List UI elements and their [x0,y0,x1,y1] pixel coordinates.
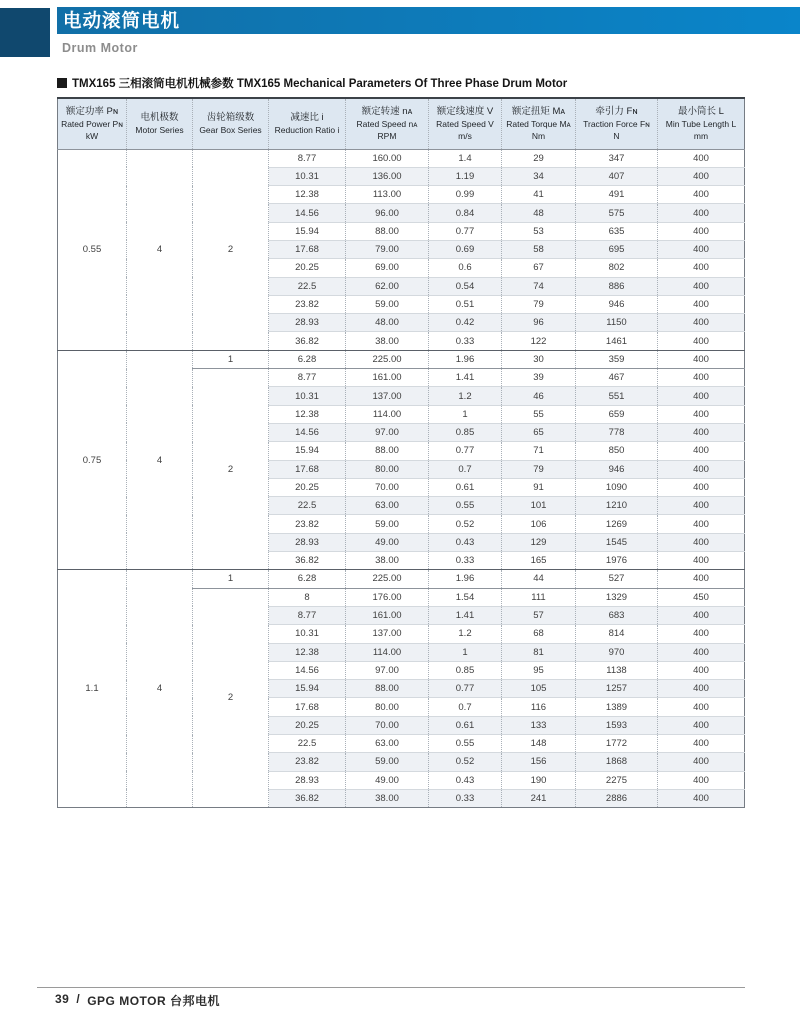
cell: 70.00 [346,478,429,496]
cell: 28.93 [269,314,346,332]
cell: 114.00 [346,643,429,661]
cell: 0.33 [429,552,502,570]
cell: 53 [502,222,576,240]
column-header-unit: Nm [531,130,546,141]
column-header-cn: 齿轮箱级数 [206,111,255,123]
cell: 225.00 [346,570,429,588]
cell: 1210 [576,497,658,515]
cell: 116 [502,698,576,716]
cell: 38.00 [346,789,429,807]
column-header-cn: 额定功率 Pɴ [65,105,119,117]
cell: 0.7 [429,698,502,716]
cell: 400 [658,552,745,570]
cell: 467 [576,369,658,387]
cell: 946 [576,295,658,313]
cell: 400 [658,753,745,771]
cell: 17.68 [269,460,346,478]
header-row [58,98,745,149]
cell: 15.94 [269,222,346,240]
table-row [58,149,745,167]
cell: 400 [658,661,745,679]
column-header-unit: m/s [458,130,472,141]
cell: 400 [658,789,745,807]
cell: 0.84 [429,204,502,222]
cell: 0.55 [429,735,502,753]
cell: 1.2 [429,387,502,405]
column-header-unit: kW [85,130,99,141]
cell: 96.00 [346,204,429,222]
cell: 400 [658,167,745,185]
cell: 8.77 [269,606,346,624]
cell: 59.00 [346,295,429,313]
cell: 659 [576,405,658,423]
cell: 71 [502,442,576,460]
cell: 4 [127,570,193,808]
cell: 8 [269,588,346,606]
cell: 1329 [576,588,658,606]
table-body [58,149,745,808]
cell: 29 [502,149,576,167]
cell: 1 [193,350,269,368]
cell: 1.54 [429,588,502,606]
cell: 400 [658,332,745,350]
cell: 39 [502,369,576,387]
cell: 79 [502,460,576,478]
cell: 1 [429,643,502,661]
cell: 44 [502,570,576,588]
cell: 0.75 [58,350,127,570]
cell: 57 [502,606,576,624]
cell: 778 [576,423,658,441]
cell: 20.25 [269,259,346,277]
column-header [429,98,502,149]
cell: 81 [502,643,576,661]
cell: 148 [502,735,576,753]
footer-divider [37,987,745,988]
cell: 1461 [576,332,658,350]
cell: 1 [193,570,269,588]
cell: 0.77 [429,680,502,698]
cell: 62.00 [346,277,429,295]
cell: 55 [502,405,576,423]
column-header-unit: N [613,130,620,141]
cell: 1150 [576,314,658,332]
cell: 22.5 [269,735,346,753]
cell: 79 [502,295,576,313]
cell: 400 [658,240,745,258]
cell: 2 [193,588,269,808]
cell: 20.25 [269,716,346,734]
cell: 0.52 [429,753,502,771]
cell: 407 [576,167,658,185]
cell: 0.6 [429,259,502,277]
cell: 15.94 [269,442,346,460]
cell: 0.61 [429,478,502,496]
cell: 0.85 [429,661,502,679]
cell: 12.38 [269,405,346,423]
cell: 1389 [576,698,658,716]
cell: 23.82 [269,753,346,771]
cell: 400 [658,387,745,405]
cell: 1269 [576,515,658,533]
cell: 400 [658,442,745,460]
header-banner [57,7,800,34]
cell: 683 [576,606,658,624]
cell: 46 [502,387,576,405]
cell: 0.33 [429,332,502,350]
cell: 101 [502,497,576,515]
cell: 1772 [576,735,658,753]
cell: 41 [502,186,576,204]
cell: 0.55 [429,497,502,515]
column-header-en: Traction Force Fɴ [583,118,650,129]
footer-separator: / [76,992,81,1006]
cell: 635 [576,222,658,240]
cell: 347 [576,149,658,167]
cell: 15.94 [269,680,346,698]
cell: 36.82 [269,789,346,807]
cell: 2886 [576,789,658,807]
cell: 0.77 [429,222,502,240]
cell: 400 [658,515,745,533]
cell: 400 [658,222,745,240]
cell: 400 [658,735,745,753]
cell: 8.77 [269,369,346,387]
cell: 1868 [576,753,658,771]
cell: 0.69 [429,240,502,258]
cell: 886 [576,277,658,295]
table-row [58,350,745,368]
cell: 14.56 [269,661,346,679]
cell: 802 [576,259,658,277]
cell: 38.00 [346,552,429,570]
cell: 6.28 [269,350,346,368]
cell: 241 [502,789,576,807]
cell: 80.00 [346,698,429,716]
cell: 1545 [576,533,658,551]
cell: 12.38 [269,186,346,204]
cell: 1257 [576,680,658,698]
cell: 0.42 [429,314,502,332]
cell: 400 [658,149,745,167]
square-bullet-icon [57,78,67,88]
cell: 114.00 [346,405,429,423]
cell: 63.00 [346,497,429,515]
cell: 20.25 [269,478,346,496]
cell: 491 [576,186,658,204]
cell: 400 [658,771,745,789]
cell: 1593 [576,716,658,734]
cell: 70.00 [346,716,429,734]
cell: 88.00 [346,680,429,698]
cell: 190 [502,771,576,789]
page-footer [55,992,220,1009]
cell: 22.5 [269,277,346,295]
cell: 106 [502,515,576,533]
cell: 400 [658,606,745,624]
cell: 695 [576,240,658,258]
cell: 97.00 [346,661,429,679]
parameters-table-container [57,97,744,808]
cell: 0.54 [429,277,502,295]
cell: 12.38 [269,643,346,661]
cell: 551 [576,387,658,405]
cell: 400 [658,295,745,313]
cell: 400 [658,405,745,423]
table-header [58,98,745,149]
cell: 156 [502,753,576,771]
cell: 48.00 [346,314,429,332]
cell: 1.1 [58,570,127,808]
cell: 400 [658,259,745,277]
cell: 161.00 [346,606,429,624]
cell: 49.00 [346,771,429,789]
cell: 1 [429,405,502,423]
cell: 23.82 [269,515,346,533]
cell: 575 [576,204,658,222]
cell: 10.31 [269,167,346,185]
cell: 165 [502,552,576,570]
column-header-en: Motor Series [135,124,184,135]
cell: 400 [658,680,745,698]
cell: 400 [658,643,745,661]
cell: 38.00 [346,332,429,350]
column-header [58,98,127,149]
column-header-unit: mm [693,130,709,141]
cell: 2 [193,369,269,570]
cell: 814 [576,625,658,643]
cell: 1138 [576,661,658,679]
cell: 69.00 [346,259,429,277]
cell: 48 [502,204,576,222]
cell: 65 [502,423,576,441]
column-header-en: Rated Power Pɴ [61,118,123,129]
page-title: 电动滚筒电机 [63,10,181,31]
cell: 133 [502,716,576,734]
cell: 176.00 [346,588,429,606]
cell: 67 [502,259,576,277]
cell: 17.68 [269,240,346,258]
cell: 1090 [576,478,658,496]
cell: 1.2 [429,625,502,643]
cell: 17.68 [269,698,346,716]
cell: 400 [658,277,745,295]
page-number: 39 [55,992,70,1006]
cell: 400 [658,497,745,515]
page-subtitle: Drum Motor [62,41,138,55]
header-accent-block [0,8,50,57]
cell: 113.00 [346,186,429,204]
column-header-cn: 额定线速度 V [436,105,494,117]
cell: 0.43 [429,771,502,789]
cell: 400 [658,698,745,716]
cell: 36.82 [269,552,346,570]
cell: 30 [502,350,576,368]
cell: 6.28 [269,570,346,588]
cell: 8.77 [269,149,346,167]
column-header-en: Gear Box Series [199,124,262,135]
cell: 400 [658,460,745,478]
cell: 79.00 [346,240,429,258]
cell: 2275 [576,771,658,789]
cell: 4 [127,149,193,350]
cell: 14.56 [269,204,346,222]
cell: 88.00 [346,442,429,460]
cell: 36.82 [269,332,346,350]
cell: 1976 [576,552,658,570]
column-header-cn: 牵引力 Fɴ [595,105,638,117]
cell: 10.31 [269,387,346,405]
cell: 96 [502,314,576,332]
cell: 59.00 [346,753,429,771]
cell: 850 [576,442,658,460]
cell: 137.00 [346,387,429,405]
column-header [346,98,429,149]
cell: 0.61 [429,716,502,734]
column-header [502,98,576,149]
brand-name: GPG MOTOR 台邦电机 [87,994,220,1008]
column-header-cn: 最小筒长 L [678,105,724,117]
cell: 400 [658,204,745,222]
cell: 1.41 [429,606,502,624]
column-header-cn: 减速比 i [290,111,324,123]
cell: 0.51 [429,295,502,313]
cell: 95 [502,661,576,679]
cell: 137.00 [346,625,429,643]
section-title [57,75,567,91]
column-header-cn: 额定扭矩 Mᴀ [511,105,566,117]
parameters-table [57,97,745,808]
cell: 28.93 [269,771,346,789]
cell: 225.00 [346,350,429,368]
cell: 80.00 [346,460,429,478]
cell: 97.00 [346,423,429,441]
column-header [269,98,346,149]
cell: 1.96 [429,570,502,588]
cell: 122 [502,332,576,350]
cell: 0.55 [58,149,127,350]
cell: 22.5 [269,497,346,515]
cell: 49.00 [346,533,429,551]
cell: 4 [127,350,193,570]
cell: 58 [502,240,576,258]
cell: 160.00 [346,149,429,167]
cell: 14.56 [269,423,346,441]
cell: 0.43 [429,533,502,551]
column-header-en: Rated Speed V [436,118,494,129]
column-header [576,98,658,149]
cell: 946 [576,460,658,478]
cell: 0.77 [429,442,502,460]
cell: 400 [658,186,745,204]
cell: 105 [502,680,576,698]
cell: 0.52 [429,515,502,533]
cell: 68 [502,625,576,643]
cell: 400 [658,533,745,551]
cell: 28.93 [269,533,346,551]
cell: 400 [658,369,745,387]
cell: 74 [502,277,576,295]
cell: 88.00 [346,222,429,240]
cell: 400 [658,625,745,643]
cell: 63.00 [346,735,429,753]
table-row [58,570,745,588]
cell: 359 [576,350,658,368]
cell: 970 [576,643,658,661]
cell: 1.96 [429,350,502,368]
cell: 527 [576,570,658,588]
cell: 400 [658,478,745,496]
cell: 0.33 [429,789,502,807]
cell: 400 [658,350,745,368]
column-header-cn: 电机极数 [140,111,179,123]
column-header-en: Min Tube Length L [665,118,737,129]
cell: 91 [502,478,576,496]
cell: 0.7 [429,460,502,478]
section-title-text: TMX165 三相滚筒电机机械参数 TMX165 Mechanical Parameters Of Three Phase Drum Motor [72,78,568,90]
cell: 136.00 [346,167,429,185]
cell: 34 [502,167,576,185]
cell: 400 [658,570,745,588]
cell: 2 [193,149,269,350]
cell: 10.31 [269,625,346,643]
cell: 111 [502,588,576,606]
column-header-en: Reduction Ratio i [274,124,340,135]
cell: 23.82 [269,295,346,313]
column-header-cn: 额定转速 nᴀ [361,105,413,117]
cell: 1.19 [429,167,502,185]
column-header [658,98,745,149]
cell: 0.99 [429,186,502,204]
cell: 161.00 [346,369,429,387]
column-header-en: Rated Torque Mᴀ [506,118,571,129]
column-header-unit: RPM [377,130,397,141]
column-header [127,98,193,149]
cell: 1.4 [429,149,502,167]
cell: 0.85 [429,423,502,441]
cell: 400 [658,423,745,441]
column-header [193,98,269,149]
cell: 400 [658,314,745,332]
cell: 450 [658,588,745,606]
cell: 59.00 [346,515,429,533]
cell: 400 [658,716,745,734]
column-header-en: Rated Speed nᴀ [356,118,418,129]
cell: 1.41 [429,369,502,387]
cell: 129 [502,533,576,551]
